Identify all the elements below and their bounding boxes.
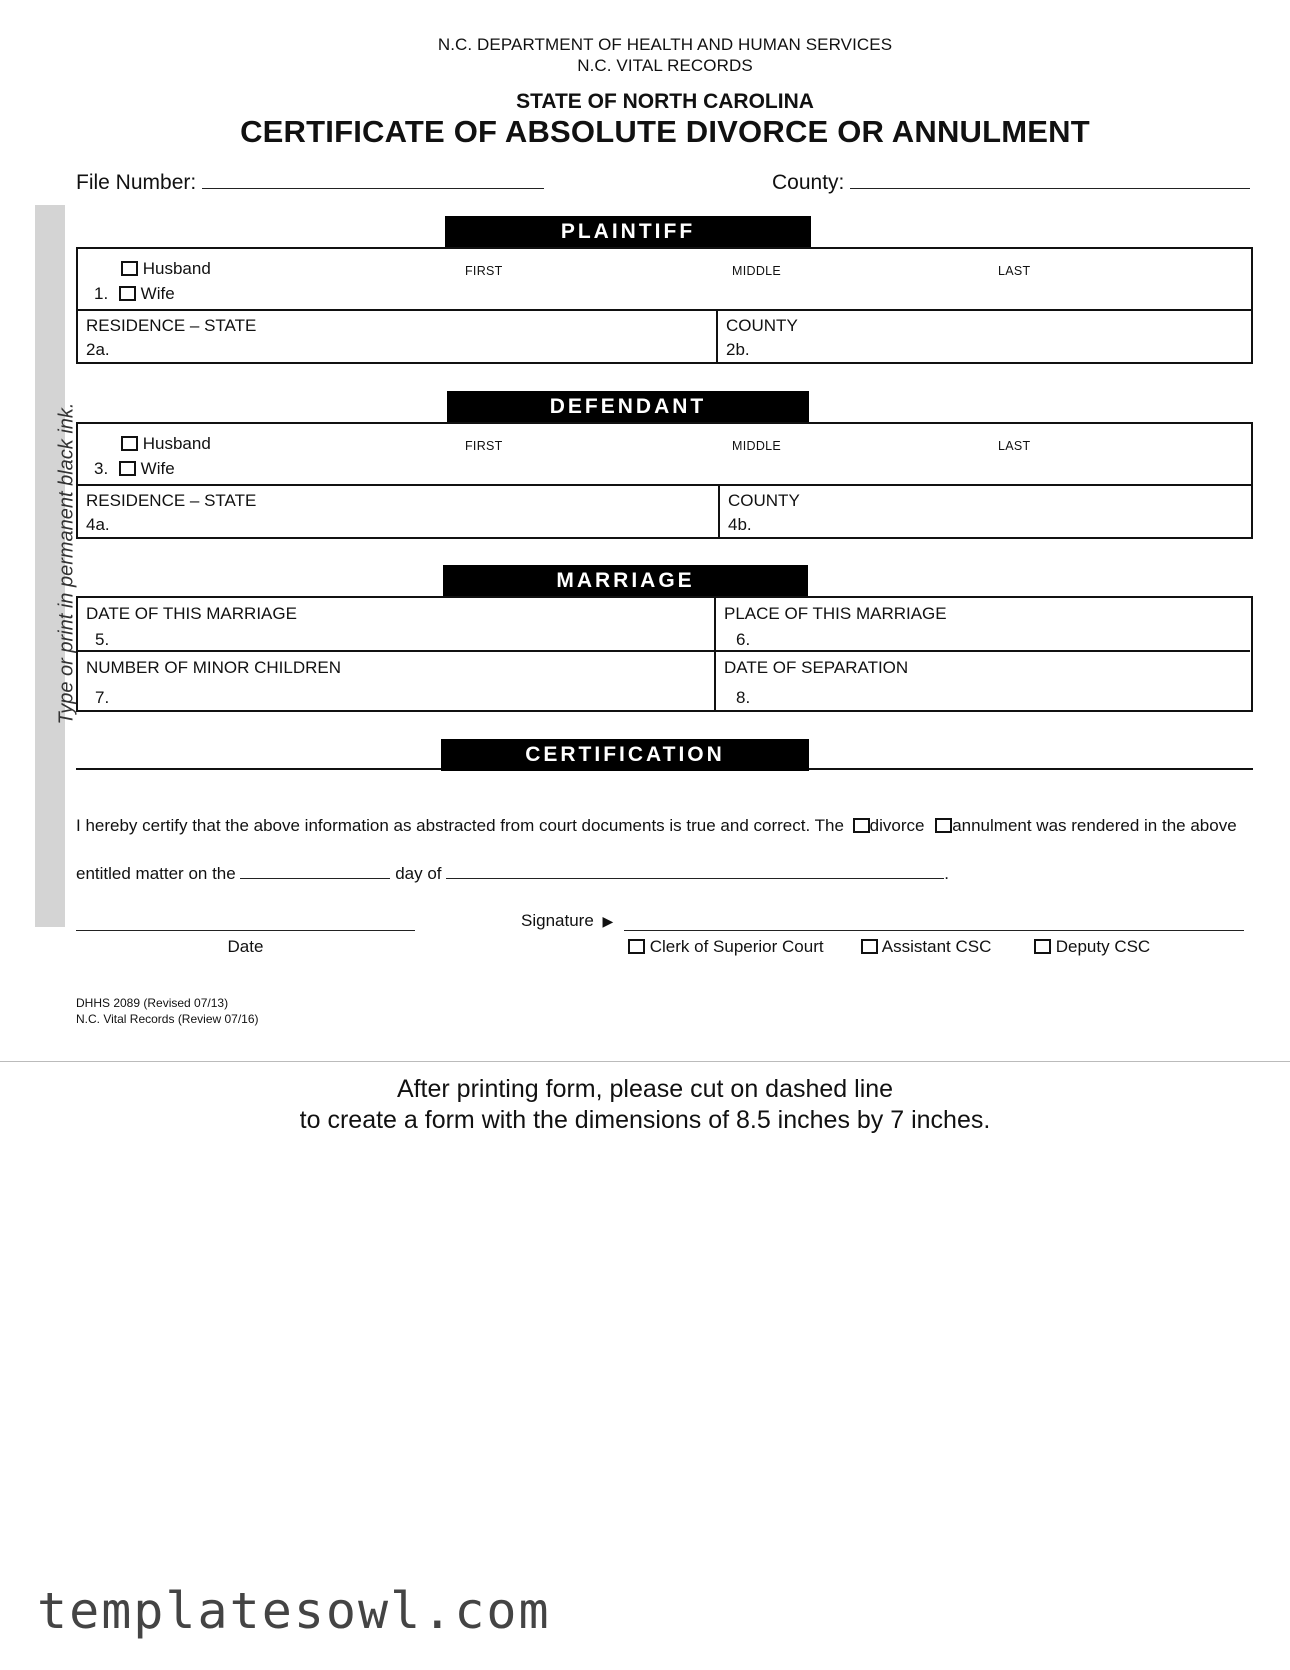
defendant-husband-checkbox[interactable] — [121, 436, 138, 451]
assistant-label: Assistant CSC — [881, 937, 992, 956]
marriage-date-cell[interactable] — [78, 598, 716, 652]
assistant-checkbox[interactable] — [861, 939, 878, 954]
form-review: N.C. Vital Records (Review 07/16) — [76, 1012, 259, 1026]
marriage-place-label: PLACE OF THIS MARRIAGE — [724, 604, 947, 623]
plaintiff-county-label: COUNTY — [726, 316, 798, 335]
plaintiff-last-label: LAST — [998, 264, 1031, 278]
defendant-banner: DEFENDANT — [447, 391, 809, 423]
defendant-county-number: 4b. — [728, 515, 752, 534]
county-row — [772, 168, 1250, 195]
file-number-label: File Number: — [76, 171, 197, 194]
clerk-option[interactable] — [628, 937, 824, 957]
page-title: CERTIFICATE OF ABSOLUTE DIVORCE OR ANNULMENT — [240, 114, 1090, 149]
state-title: STATE OF NORTH CAROLINA — [516, 90, 814, 113]
plaintiff-wife-label: Wife — [140, 284, 175, 303]
month-year-field[interactable] — [446, 860, 944, 879]
plaintiff-husband-checkbox[interactable] — [121, 261, 138, 276]
deputy-label: Deputy CSC — [1055, 937, 1151, 956]
certification-date-row — [76, 860, 949, 884]
instruction-line-1: After printing form, please cut on dashed line — [396, 1075, 894, 1103]
separation-date-label: DATE OF SEPARATION — [724, 658, 909, 677]
office-name: N.C. VITAL RECORDS — [577, 56, 753, 75]
assistant-option[interactable] — [861, 937, 991, 957]
plaintiff-wife-option[interactable] — [94, 284, 175, 304]
defendant-middle-label: MIDDLE — [732, 439, 782, 453]
plaintiff-item-number: 1. — [94, 284, 109, 303]
period-mark: . — [944, 864, 949, 883]
plaintiff-wife-checkbox[interactable] — [119, 286, 136, 301]
defendant-husband-label: Husband — [142, 434, 211, 453]
plaintiff-first-label: FIRST — [465, 264, 503, 278]
defendant-first-label: FIRST — [465, 439, 503, 453]
department-header — [0, 34, 1290, 76]
arrow-right-icon: ▶ — [602, 913, 614, 929]
deputy-option[interactable] — [1034, 937, 1150, 957]
defendant-county-cell[interactable] — [720, 486, 1250, 537]
marriage-place-cell[interactable] — [716, 598, 1250, 652]
defendant-wife-label: Wife — [140, 459, 175, 478]
file-number-field[interactable] — [202, 168, 544, 189]
cut-line — [0, 1061, 1290, 1062]
marriage-box — [76, 596, 1253, 712]
file-number-row — [76, 168, 544, 195]
marriage-place-number: 6. — [736, 630, 751, 649]
plaintiff-middle-label: MIDDLE — [732, 264, 782, 278]
plaintiff-box — [76, 247, 1253, 364]
plaintiff-county-cell[interactable] — [718, 311, 1250, 362]
plaintiff-husband-option[interactable] — [121, 259, 211, 279]
certification-statement — [76, 816, 1237, 836]
minor-children-cell[interactable] — [78, 652, 716, 710]
defendant-wife-option[interactable] — [94, 459, 175, 479]
divorce-label: divorce — [869, 816, 925, 835]
plaintiff-banner: PLAINTIFF — [445, 216, 811, 248]
certification-text: I hereby certify that the above information as abstracted from court documents is true and correct. The — [76, 816, 844, 835]
plaintiff-residence-label: RESIDENCE – STATE — [86, 316, 257, 335]
minor-children-label: NUMBER OF MINOR CHILDREN — [86, 658, 342, 677]
divorce-checkbox[interactable] — [853, 818, 870, 833]
annulment-checkbox[interactable] — [935, 818, 952, 833]
defendant-wife-checkbox[interactable] — [119, 461, 136, 476]
separation-date-number: 8. — [736, 688, 751, 707]
defendant-county-label: COUNTY — [728, 491, 800, 510]
day-of-label: day of — [395, 864, 442, 883]
signature-line[interactable] — [624, 930, 1244, 931]
date-label: Date — [227, 937, 264, 956]
defendant-residence-cell[interactable] — [78, 486, 720, 537]
county-label: County: — [772, 171, 845, 194]
signature-label: Signature — [521, 911, 594, 930]
clerk-checkbox[interactable] — [628, 939, 645, 954]
defendant-residence-label: RESIDENCE – STATE — [86, 491, 257, 510]
instruction-line-2: to create a form with the dimensions of 8.5 inches by 7 inches. — [299, 1106, 991, 1134]
clerk-label: Clerk of Superior Court — [649, 937, 824, 956]
plaintiff-residence-number: 2a. — [86, 340, 110, 359]
sidebar-note: Type or print in permanent black ink. — [55, 402, 78, 725]
county-field[interactable] — [850, 168, 1250, 189]
defendant-box — [76, 422, 1253, 539]
plaintiff-residence-cell[interactable] — [78, 311, 718, 362]
separation-date-cell[interactable] — [716, 652, 1250, 710]
marriage-date-number: 5. — [95, 630, 110, 649]
plaintiff-name-row — [78, 249, 1251, 311]
minor-children-number: 7. — [95, 688, 110, 707]
certification-banner: CERTIFICATION — [441, 739, 809, 771]
deputy-checkbox[interactable] — [1034, 939, 1051, 954]
department-name: N.C. DEPARTMENT OF HEALTH AND HUMAN SERVICES — [437, 35, 893, 54]
plaintiff-county-number: 2b. — [726, 340, 750, 359]
plaintiff-husband-label: Husband — [142, 259, 211, 278]
entitled-matter-label: entitled matter on the — [76, 864, 236, 883]
defendant-husband-option[interactable] — [121, 434, 211, 454]
defendant-residence-number: 4a. — [86, 515, 110, 534]
defendant-name-row — [78, 424, 1251, 486]
defendant-last-label: LAST — [998, 439, 1031, 453]
day-field[interactable] — [240, 860, 390, 879]
signature-label-row — [521, 911, 613, 931]
defendant-item-number: 3. — [94, 459, 109, 478]
form-number: DHHS 2089 (Revised 07/13) — [76, 996, 229, 1010]
print-instructions — [0, 1074, 1290, 1136]
marriage-date-label: DATE OF THIS MARRIAGE — [86, 604, 297, 623]
watermark: templatesowl.com — [37, 1582, 551, 1640]
annulment-label: annulment was rendered in the above — [952, 816, 1237, 835]
marriage-banner: MARRIAGE — [443, 565, 808, 597]
form-info — [76, 995, 259, 1027]
date-line[interactable] — [76, 930, 415, 931]
